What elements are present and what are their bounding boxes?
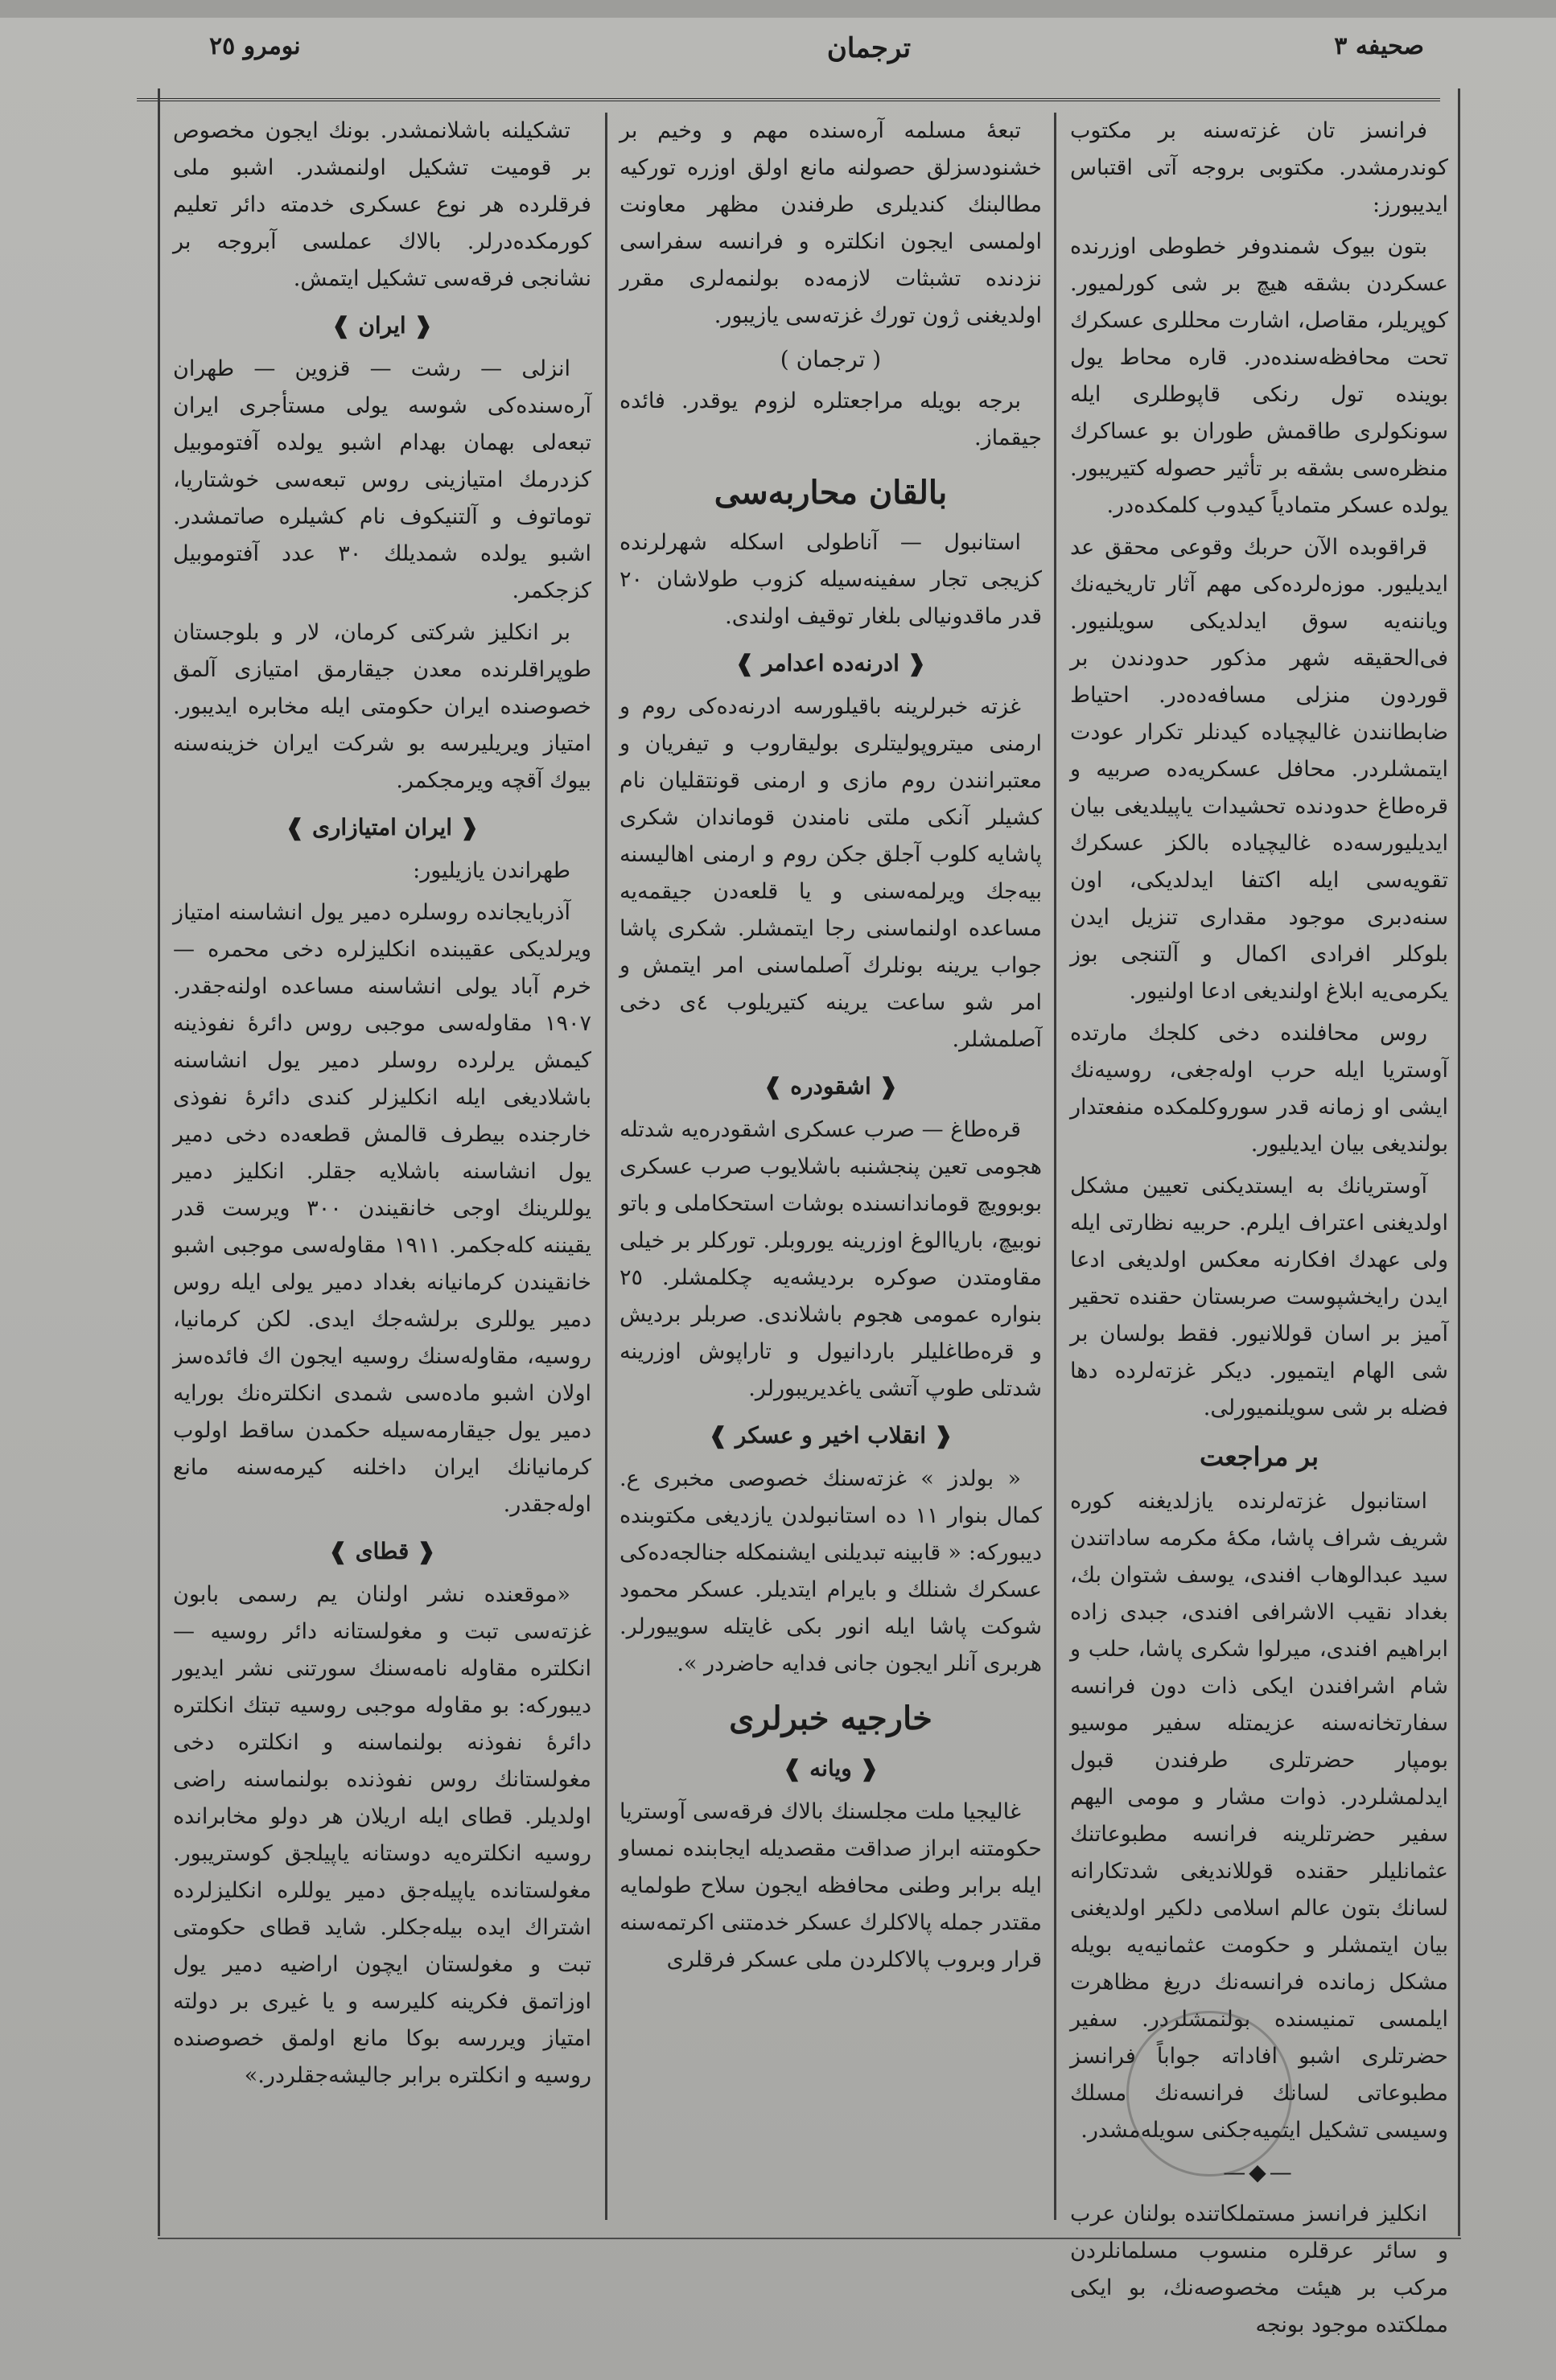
article-paragraph: قراقوبده الآن حربك وقوعی محقق عد ایدیلیور. موزه‌لرده‌کی مهم آثار تاریخیه‌نك وياننه‌یه سوق ایدلدیکی سویلنیور. فی‌الحقیقه شهر مذکور حدودندن بر قوردون منزلی مسافه‌ده‌در. احتیاط ضابطانندن غالیچیاده کیدنلر تکرار عودت ایتمشلردر. محافل عسکریه‌ده صربیه و قره‌طاغ حدودنده تحشیدات یاپیلدیغی بیان ایدیلیورسه‌ده غالیچیاده بالکز عسکرك تقویه‌سی ایله اکتفا ایدلدیکی، اون سنه‌دبری موجود مقداری تنزیل ایدن بلوکلر افرادی اکمال و آلتنجی بوز یکرمی‌یه ابلاغ اولندیغی ادعا اولنیور. [1070,535,1448,1004]
article-paragraph: بر انکلیز شرکتی کرمان، لار و بلوجستان طوپراقلرنده معدن جیقارمق امتیازی آلمق خصوصنده ایران حکومتی ایله مخابره ایدیبور. امتیاز ویریلیرسه بو شرکت ایران خزینه‌سنه بیوك آقچه ویرمجکمر. [173,620,591,793]
subsection-heading: ❰ قطای ❱ [173,1533,591,1570]
article-paragraph: روس محافلنده دخی کلجك مارتده آوستریا ایله حرب اوله‌جغی، روسیه‌نك ایشی او زمانه قدر سوروکلمکده منفعتدار بولندیغی بیان ایدیلیور. [1070,1021,1448,1157]
article-paragraph: قره‌طاغ — صرب عسکری اشقودره‌یه شدتله هجومی تعین پنجشنبه باشلایوب صرب عسکری بوبوویچ قوماندانسنده بوشات استحکاملی و باتو نوبیچ، باریاالوغ اوزرینه یوروبلر. تورکلر بر خیلی مقاومتدن صوکره بردیشه‌یه چکلمشلر. ٢٥ بنواره عمومی هجوم باشلاندی. صربلر بردیش و قره‌طاغلیلر باردانیول و تاراپوش اوزرینه شدتلی طوپ آتشی یاغدیریبورلر. [620,1117,1042,1401]
subsection-heading: ❰ ادرنه‌ده اعدامر ❱ [620,645,1042,682]
article-paragraph: تشکیلنه باشلانمشدر. بونك ایجون مخصوص بر قومیت تشکیل اولنمشدر. اشبو ملی فرقلرده هر نوع عسکری خدمته دائر تعلیم کورمکده‌درلر. بالاك عملسی آبروجه بر نشانجی فرقه‌سی تشکیل ایتمش. [173,118,591,291]
article-paragraph: «موقعنده نشر اولنان یم رسمی بابون غزته‌سی تبت و مغولستانه دائر روسیه — انکلتره مقاوله نامه‌سنك سورتنی نشر ایدیور دیبورکه: بو مقاوله موجبی روسیه تبتك انکلتره دائرۀ نفوذنه بولنماسنه و انکلتره دخی مغولستانك روس نفوذنده بولنماسنه راضی اولدیلر. قطای ایله اریلان هر دولو مخابرانده روسیه انکلتره‌یه دوستانه یاپیلجق کوستریبور. مغولستانده یاپیله‌جق دمیر یوللره انکلیزلرده اشتراك ایده بیله‌جکلر. شاید قطای حکومتی تبت و مغولستان ایچون اراضیه دمیر یول اوزاتمق فکرینه کلیرسه و یا غیری بر دولته امتیاز ویررسه بوکا مانع اولمق خصوصنده روسیه و انکلتره برابر جالیشه‌جقلردر.» [173,1582,591,2088]
page-number-label: صحیفه ٣ [1334,32,1424,60]
column-middle [620,113,1042,2220]
subsection-heading: ❰ اشقودره ❱ [620,1068,1042,1105]
section-heading: بالقان محاربه‌سی [714,474,948,512]
subsection-heading: ❰ ایران امتیازاری ❱ [173,809,591,846]
subsection-heading: ❰ ایران ❱ [173,307,591,344]
subsection-heading: ❰ انقلاب اخیر و عسکر ❱ [620,1417,1042,1454]
section-heading: بر مراجعت [1199,1441,1319,1472]
article-paragraph: بتون بیوک شمندوفر خطوطی اوزرنده عسکردن بشقه هیچ بر شی کورلمیور. کوپریلر، مقاصل، اشارت محللری عسکرك تحت محافظه‌سنده‌در. قاره محاط یول بوینده تول رنکی قاپوطلری ایله سونکولری طاقمش طوران بو عساکرك منظره‌سی بشقه بر تأثیر حصوله کتیریبور. یولده عسکر متمادیاً کیدوب کلمکده‌در. [1070,234,1448,518]
faded-stamp [1126,2011,1292,2177]
left-border-rule [158,88,160,2236]
article-paragraph: انزلی — رشت — قزوین — طهران آره‌سنده‌کی شوسه یولی مستأجری ایران تبعه‌لی بهمان بهدام اشبو یولده آفتوموبیل کزدرمك امتیازینی روس تبعه‌سی خوشتاریا، توماتوف و آلتنیکوف نام کشیلره صاتمشدر. اشبو یولده شمدیلك ٣٠ عدد آفتوموبیل کزجکمر. [173,356,592,603]
article-paragraph: استانبول غزته‌لرنده یازلدیغنه کوره شریف شراف پاشا، مکۀ مکرمه ساداتندن سید عبدالوهاب افندی، یوسف شتوان بك، بغداد نقیب الاشرافی افندی، جبدی زاده ابراهیم افندی، میرلوا شکری پاشا، حلب و شام اشرافندن ایکی ذات دون فرانسه سفارتخانه‌سنه عزیمتله سفیر موسیو بومپار حضرتلری طرفندن قبول ایدلمشلردر. ذوات مشار و مومی الیهم سفیر حضرتلرینه فرانسه مطبوعاتنك عثمانلیلر حقنده قوللاندیغی شدتکارانه لسانك بتون عالم اسلامی دلکیر اولدیغنی بیان ایتمشلر و حکومت عثمانیه‌یه بویله مشکل زمانده فرانسه‌نك دریغ مظاهرت ایلمسی تمنیسنده بولنمشلردر. سفیر حضرتلری اشبو افاداته جواباً فرانسز مطبوعاتی لسانك فرانسه‌نك مسلك وسیسی تشکیل ایتمیه‌جکنی سویله‌مشدر. [1070,1489,1448,2143]
column-left [173,113,591,2220]
page-footer-rule [158,2238,1461,2255]
section-heading: خارجیه خبرلری [729,1700,932,1737]
subsection-heading: ❰ ویانه ❱ [620,1750,1042,1787]
article-paragraph: تبعۀ مسلمه آره‌سنده مهم و وخیم بر خشنودسزلق حصولنه مانع اولق اوزره تورکیه مطالبنك کندیلری طرفندن مظهر معاونت اولمسی ایجون انکلتره و فرانسه سفراسی نزدنده تشبثات لازمه‌ده بولنمه‌لری مقرر اولدیغنی ژون تورك غزته‌سی یازیبور. [620,118,1042,328]
editor-note-label: ( ترجمان ) [780,346,882,372]
column-right [1070,113,1448,2337]
column-divider [1054,113,1056,2220]
article-paragraph: برجه بویله مراجعتلره لزوم یوقدر. فائده جیقماز. [620,388,1042,450]
article-paragraph: انکلیز فرانسز مستملکاتنده بولنان عرب و سائر عرقلره منسوب مسلمانلردن مرکب بر هیئت مخصوصه‌نك، بو ایکی مملکتده موجود بونجه [1070,2201,1448,2337]
article-paragraph: غالیجیا ملت مجلسنك بالاك فرقه‌سی آوستریا حکومتنه ابراز صداقت مقصدیله ایجابنده نمساو ایله برابر وطنی محافظه ایجون سلاح طولمایه مقتدر جمله پالاکلرك عسکر خدمتنی اکرتمه‌سنه قرار وبروب پالاکلردن ملی عسکر فرقلری [620,1799,1042,1972]
right-border-rule [1458,88,1460,2236]
article-paragraph: فرانسز تان غزته‌سنه بر مکتوب کوندرمشدر. مکتوبی بروجه آتی اقتباس ایدیبورز: [1070,118,1448,217]
issue-number-label: نومرو ٢٥ [209,32,301,60]
scan-top-edge [0,0,1556,18]
article-paragraph: طهراندن یازیلیور: [413,858,570,883]
masthead-title: ترجمان [826,32,912,64]
article-paragraph: غزته خبرلرینه باقیلورسه ادرنه‌ده‌کی روم و ارمنی میتروپولیتلری بولیقاروب و تیفریان و معتبرانندن روم مازی و ارمنی قونتقلیان نام کشیلر آنکی ملتی نامندن قوماندان شکری پاشایه کلوب آجلق جکن روم و ارمنی اهالیسنه بیه‌جك ویرلمه‌سنی و یا قلعه‌دن جیقمه‌یه مساعده اولنماسنی رجا ایتمشلر. شکری پاشا جواب یرینه بونلرك آصلماسنی امر ایتمش و امر شو ساعت یرینه کتیریلوب ٤ی دخی آصلمشلر. [620,694,1043,1052]
column-divider [605,113,607,2220]
article-paragraph: آوستریانك به ایستدیکنی تعیین مشکل اولدیغنی اعتراف ایلرم. حربیه نظارتی ایله ولی عهدك افکارنه معکس اولدیغی ادعا ایدن رایخشپوست صربستان حقنده تحقیر آمیز بر اسان قوللانیور. فقط بولسان بر شی الهام ایتمیور. دیکر غزته‌لرده دها فضله بر شی سویلنمیورلی. [1070,1174,1448,1420]
section-separator: —◆— [1223,2159,1295,2185]
article-paragraph: « بولدز » غزته‌سنك خصوصی مخبری ع. کمال بنوار ١١ ده استانبولدن یازدیغی مکتوبنده دیبورکه: « قابینه تبدیلنی ایشنمکله جنالجه‌ده‌کی عسکرك شنلك و بایرام ایتدیلر. عسکر محمود شوکت پاشا ایله انور بکی غایتله سوییورلر. هربری آنلر ایجون جانی فدایه حاضردر ». [620,1466,1043,1676]
page-header [137,26,1440,101]
article-paragraph: استانبول — آناطولی اسکله شهرلرنده کزیجی تجار سفینه‌سیله کزوب طولاشان ٢٠ قدر ماقدونیالی بلغار توقیف اولندی. [620,530,1042,629]
article-paragraph: آذربایجانده روسلره دمیر یول انشاسنه امتیاز ویرلدیکی عقیبنده انکلیزلره دخی محمره — خرم آباد یولی انشاسنه مساعده اولنه‌جقدر. ١٩٠٧ مقاوله‌سی موجبی روس دائرۀ نفوذینه کیمش یرلرده روسلر دمیر یول انشاسنه باشلادیغی ایله انکلیزلر کندی دائرۀ نفوذی خارجنده بیطرف قالمش قطعه‌ده دخی دمیر یول انشاسنه باشلایه جقلر. انکلیز دمیر یوللرینك اوجی خانقیندن ٣٠٠ ویرست قدر یقیننه کله‌جکمر. ١٩١١ مقاوله‌سی موجبی اشبو خانقیندن کرمانیانه بغداد دمیر یولی ایله روس دمیر یوللری برلشه‌جك ایدی. لکن کرمانیا، روسیه، مقاوله‌سنك روسیه ایجون اك فائده‌سز اولان اشبو ماده‌سی شمدی انکلتره‌نك بورایه دمیر یول جیقارمه‌سیله حکمدن ساقط اولوب کرمانیانك ایران داخلنه کیرمه‌سنه مانع اوله‌جقدر. [173,900,592,1517]
